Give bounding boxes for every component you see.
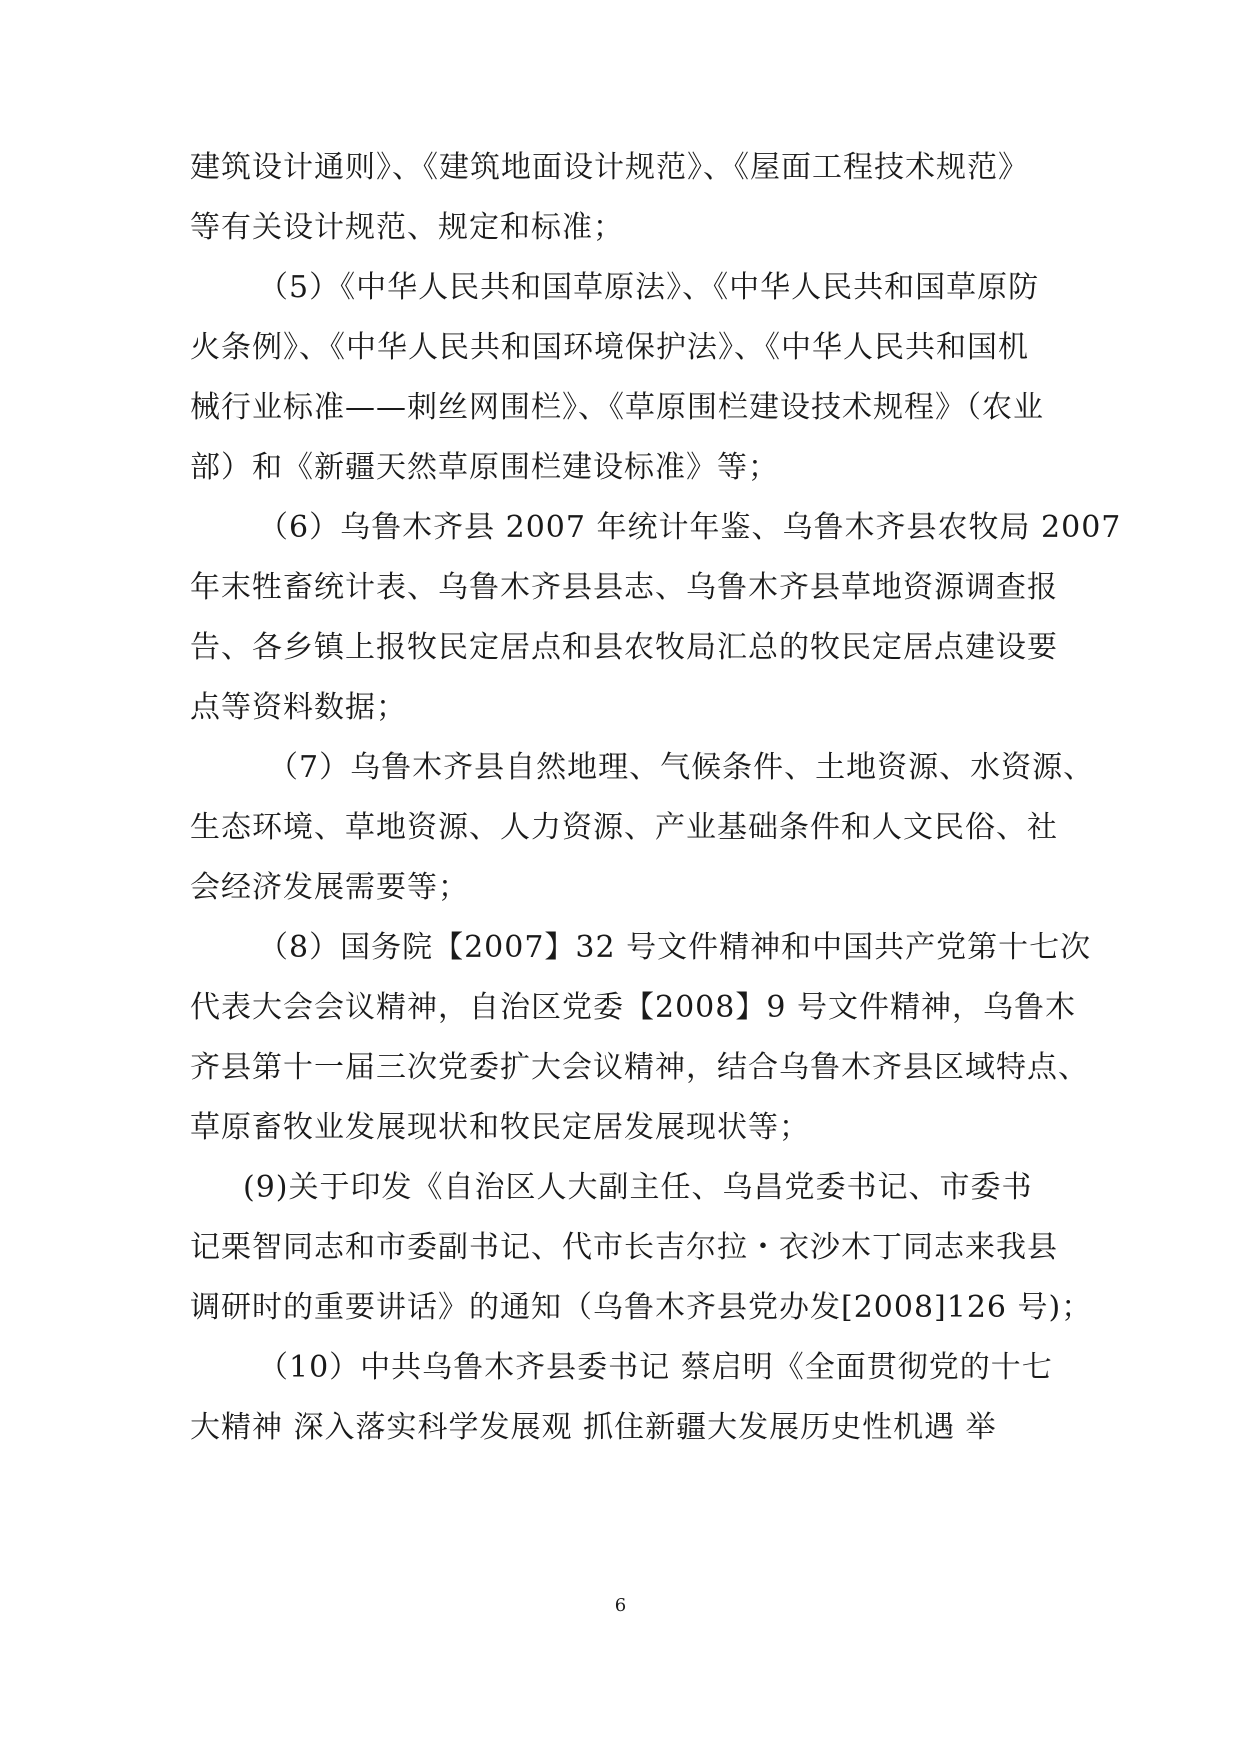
text-line: 告、各乡镇上报牧民定居点和县农牧局汇总的牧民定居点建设要 (190, 630, 1058, 665)
text-line: 大精神 深入落实科学发展观 抓住新疆大发展历史性机遇 举 (190, 1410, 997, 1445)
text-line: （6）乌鲁木齐县 2007 年统计年鉴、乌鲁木齐县农牧局 2007 (258, 510, 1122, 545)
text-line: 草原畜牧业发展现状和牧民定居发展现状等； (190, 1110, 810, 1145)
text-line: 齐县第十一届三次党委扩大会议精神，结合乌鲁木齐县区域特点、 (190, 1050, 1089, 1085)
text-line: 建筑设计通则》、《建筑地面设计规范》、《屋面工程技术规范》 (190, 150, 1029, 185)
text-line: （10）中共乌鲁木齐县委书记 蔡启明《全面贯彻党的十七 (258, 1350, 1053, 1385)
text-line: （5）《中华人民共和国草原法》、《中华人民共和国草原防 (258, 270, 1040, 305)
page-number: 6 (614, 1595, 627, 1616)
text-line: 记栗智同志和市委副书记、代市长吉尔拉・衣沙木丁同志来我县 (190, 1230, 1058, 1265)
text-line: （8）国务院【2007】32 号文件精神和中国共产党第十七次 (258, 930, 1092, 965)
text-line: 等有关设计规范、规定和标准； (190, 210, 624, 245)
text-line: （7）乌鲁木齐县自然地理、气候条件、土地资源、水资源、 (268, 750, 1095, 785)
text-line: 代表大会会议精神，自治区党委【2008】9 号文件精神，乌鲁木 (190, 990, 1076, 1025)
text-line: 部）和《新疆天然草原围栏建设标准》等； (190, 450, 779, 485)
text-line: 点等资料数据； (190, 690, 407, 725)
text-line: 年末牲畜统计表、乌鲁木齐县县志、乌鲁木齐县草地资源调查报 (190, 570, 1058, 605)
text-line: 生态环境、草地资源、人力资源、产业基础条件和人文民俗、社 (190, 810, 1058, 845)
text-line: 调研时的重要讲话》的通知（乌鲁木齐县党办发[2008]126 号)； (190, 1290, 1093, 1325)
text-line: 火条例》、《中华人民共和国环境保护法》、《中华人民共和国机 (190, 330, 1029, 365)
text-line: 械行业标准——刺丝网围栏》、《草原围栏建设技术规程》（农业 (190, 390, 1044, 425)
text-line: (9)关于印发《自治区人大副主任、乌昌党委书记、市委书 (243, 1170, 1033, 1205)
text-line: 会经济发展需要等； (190, 870, 469, 905)
